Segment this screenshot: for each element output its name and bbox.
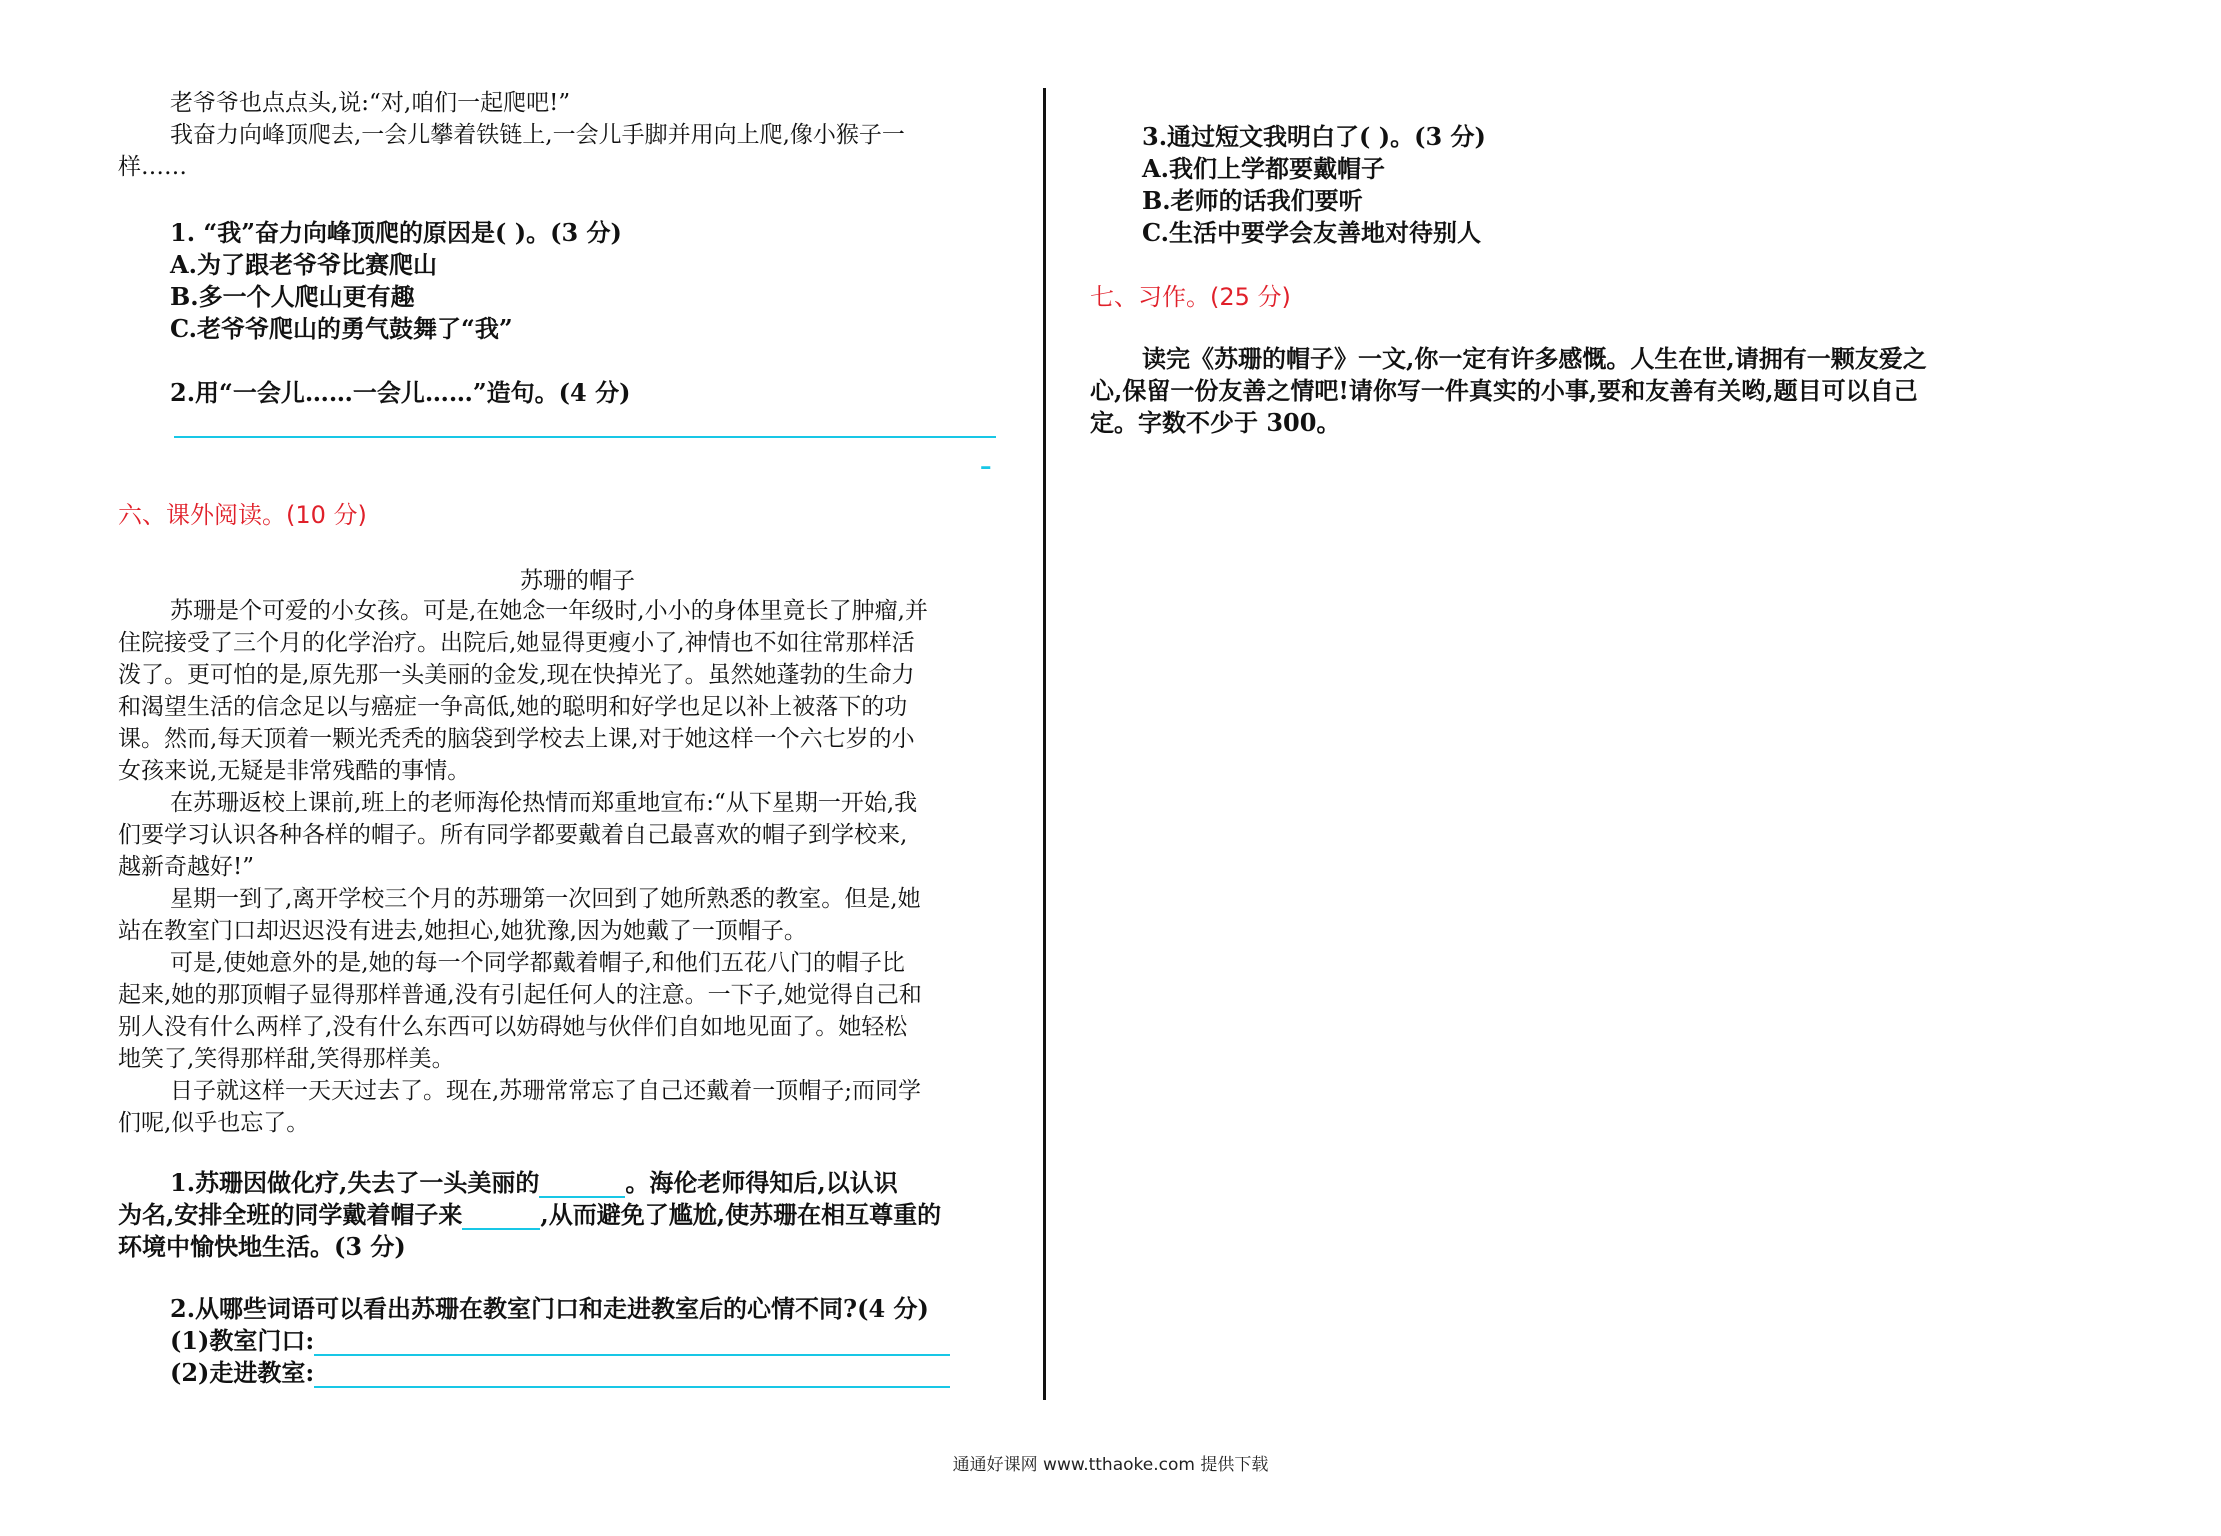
article-line: 越新奇越好!”: [118, 854, 255, 880]
article-line: 日子就这样一天天过去了。现在,苏珊常常忘了自己还戴着一顶帽子;而同学: [170, 1078, 922, 1104]
article-line: 们要学习认识各种各样的帽子。所有同学都要戴着自己最喜欢的帽子到学校来,: [118, 822, 908, 848]
s6-q1-blank-1[interactable]: [539, 1172, 625, 1198]
q1-option-a: A.为了跟老爷爷比赛爬山: [170, 250, 437, 279]
article-line: 泼了。更可怕的是,原先那一头美丽的金发,现在快掉光了。虽然她蓬勃的生命力: [118, 662, 915, 688]
s6-q1-text: 为名,安排全班的同学戴着帽子来: [118, 1200, 463, 1229]
q3-stem: 3.通过短文我明白了( )。(3 分): [1142, 122, 1486, 151]
s6-q2-stem: 2.从哪些词语可以看出苏珊在教室门口和走进教室后的心情不同?(4 分): [170, 1294, 929, 1323]
section-7-heading: 七、习作。(25 分): [1090, 283, 1291, 311]
article-line: 起来,她的那顶帽子显得那样普通,没有引起任何人的注意。一下子,她觉得自己和: [118, 982, 922, 1008]
article-line: 星期一到了,离开学校三个月的苏珊第一次回到了她所熟悉的教室。但是,她: [170, 886, 921, 912]
q3-option-a: A.我们上学都要戴帽子: [1142, 154, 1385, 183]
article-line: 住院接受了三个月的化学治疗。出院后,她显得更瘦小了,神情也不如往常那样活: [118, 630, 915, 656]
article-line: 课。然而,每天顶着一颗光秃秃的脑袋到学校去上课,对于她这样一个六七岁的小: [118, 726, 915, 752]
article-title: 苏珊的帽子: [520, 568, 635, 594]
section-6-heading: 六、课外阅读。(10 分): [118, 501, 367, 529]
q1-option-b: B.多一个人爬山更有趣: [170, 282, 415, 311]
s6-q2-answer-1[interactable]: [314, 1330, 950, 1356]
s6-q1-line1: [170, 1168, 898, 1198]
essay-prompt-line: 读完《苏珊的帽子》一文,你一定有许多感慨。人生在世,请拥有一颗友爱之: [1142, 344, 1927, 373]
article-line: 苏珊是个可爱的小女孩。可是,在她念一年级时,小小的身体里竟长了肿瘤,并: [170, 598, 928, 624]
article-line: 别人没有什么两样了,没有什么东西可以妨碍她与伙伴们自如地见面了。她轻松: [118, 1014, 908, 1040]
article-line: 女孩来说,无疑是非常残酷的事情。: [118, 758, 471, 784]
article-line: 地笑了,笑得那样甜,笑得那样美。: [118, 1046, 455, 1072]
story-line: 样……: [118, 154, 187, 180]
essay-prompt-line: 心,保留一份友善之情吧!请你写一件真实的小事,要和友善有关哟,题目可以自己: [1090, 376, 1918, 405]
article-line: 在苏珊返校上课前,班上的老师海伦热情而郑重地宣布:“从下星期一开始,我: [170, 790, 918, 816]
article-line: 们呢,似乎也忘了。: [118, 1110, 310, 1136]
footer-credit: 通通好课网 www.tthaoke.com 提供下载: [952, 1455, 1269, 1475]
s6-q1-text: 1.苏珊因做化疗,失去了一头美丽的: [170, 1168, 540, 1197]
article-line: 和渴望生活的信念足以与癌症一争高低,她的聪明和好学也足以补上被落下的功: [118, 694, 908, 720]
article-line: 站在教室门口却迟迟没有进去,她担心,她犹豫,因为她戴了一顶帽子。: [118, 918, 807, 944]
article-line: 可是,使她意外的是,她的每一个同学都戴着帽子,和他们五花八门的帽子比: [170, 950, 905, 976]
q1-option-c: C.老爷爷爬山的勇气鼓舞了“我”: [170, 314, 513, 343]
s6-q1-line3: 环境中愉快地生活。(3 分): [118, 1232, 406, 1261]
s6-q1-line2: [118, 1200, 941, 1230]
story-line: 老爷爷也点点头,说:“对,咱们一起爬吧!”: [170, 90, 571, 116]
q2-stem: 2.用“一会儿……一会儿……”造句。(4 分): [170, 378, 631, 407]
s6-q2-item2: [170, 1358, 950, 1388]
q1-stem: 1. “我”奋力向峰顶爬的原因是( )。(3 分): [170, 218, 622, 247]
s6-q1-text: 。海伦老师得知后,以认识: [625, 1168, 898, 1197]
s6-q2-item2-label: (2)走进教室:: [170, 1358, 315, 1387]
q2-answer-line[interactable]: [174, 436, 996, 438]
q3-option-b: B.老师的话我们要听: [1142, 186, 1363, 215]
essay-prompt-line: 定。字数不少于 300。: [1090, 408, 1341, 437]
story-line: 我奋力向峰顶爬去,一会儿攀着铁链上,一会儿手脚并用向上爬,像小猴子一: [170, 122, 905, 148]
s6-q2-item1-label: (1)教室门口:: [170, 1326, 315, 1355]
column-divider: [1043, 88, 1046, 1400]
s6-q2-answer-2[interactable]: [314, 1362, 950, 1388]
s6-q2-item1: [170, 1326, 950, 1356]
q2-dash: –: [980, 453, 992, 480]
s6-q1-text: ,从而避免了尴尬,使苏珊在相互尊重的: [540, 1200, 942, 1229]
s6-q1-blank-2[interactable]: [462, 1204, 540, 1230]
q3-option-c: C.生活中要学会友善地对待别人: [1142, 218, 1482, 247]
